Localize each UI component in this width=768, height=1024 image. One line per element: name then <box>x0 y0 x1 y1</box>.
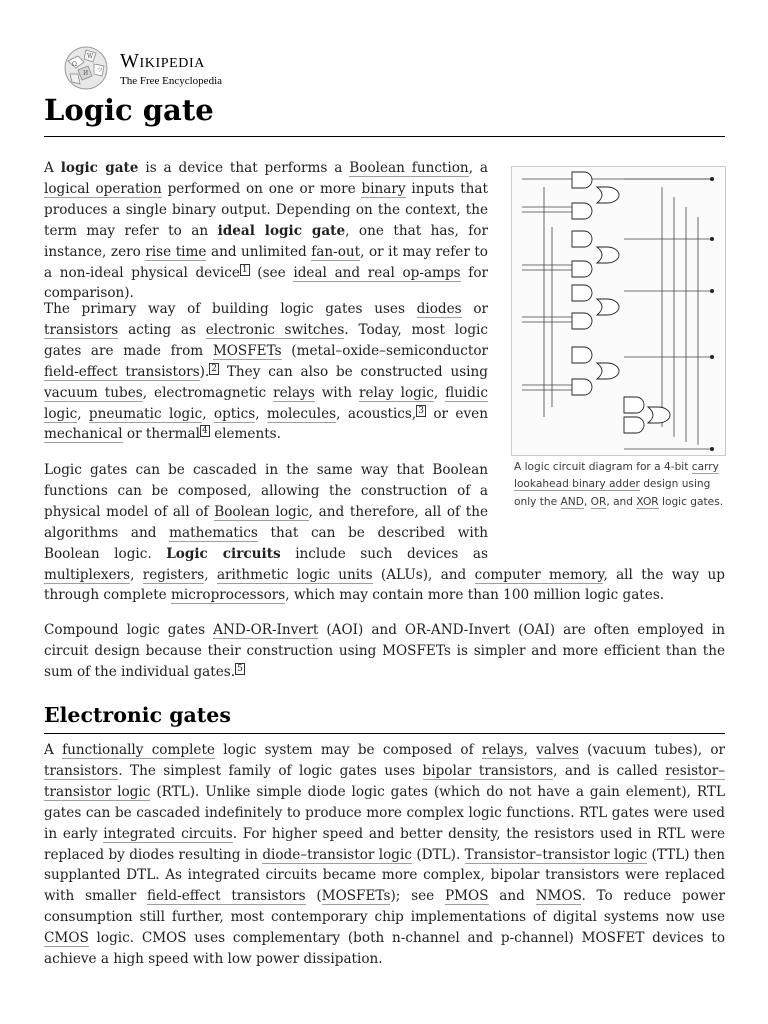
citation-ref[interactable]: 3 <box>418 405 424 416</box>
wiki-link[interactable]: functionally complete <box>62 742 215 758</box>
page-title: Logic gate <box>44 93 214 127</box>
wiki-link[interactable]: logical operation <box>44 180 162 197</box>
section-heading: Electronic gates <box>44 703 231 727</box>
wiki-link[interactable]: arithmetic logic units <box>216 566 373 583</box>
section-divider <box>44 733 725 734</box>
wiki-link[interactable]: relays <box>273 384 315 401</box>
paragraph-cascading <box>44 460 725 606</box>
caption-link-and[interactable]: AND <box>560 495 584 508</box>
wiki-link[interactable]: diode–transistor logic <box>262 846 412 863</box>
wiki-link[interactable]: multiplexers <box>44 566 131 583</box>
wiki-link[interactable]: mechanical <box>44 426 123 443</box>
paragraph-construction: The primary way of building logic gates uses diodes or transistors acting as electronic switches. Today, most logic gates are made from MOSFETs (metal–oxide–semiconductor field-effect transistors). $^2$ They can also be constructed using vacuum tubes, electromagnetic relays with relay logic, fluidic logic, pneumatic logic, optics, molecules, acoustics, $^3$ or even mechanical or thermal $^4$ elements. <box>44 301 488 443</box>
wiki-link[interactable]: transistors <box>44 762 119 779</box>
svg-text:И: И <box>83 70 89 77</box>
wiki-link[interactable]: relay logic <box>358 384 434 401</box>
wiki-link[interactable]: vacuum tubes <box>44 384 143 401</box>
citation-ref[interactable]: 4 <box>202 426 208 437</box>
bold-term: Logic circuits <box>166 545 281 562</box>
wiki-link[interactable]: CMOS <box>44 930 89 947</box>
wiki-link[interactable]: fluidic logic <box>44 384 488 422</box>
caption-link-or[interactable]: OR <box>590 495 607 508</box>
wiki-link[interactable]: valves <box>536 742 579 758</box>
wiki-link[interactable]: diodes <box>416 301 462 317</box>
wiki-link[interactable]: registers <box>142 566 205 583</box>
bold-term: ideal logic gate <box>217 222 346 239</box>
wiki-link[interactable]: integrated circuits <box>103 825 233 842</box>
tagline: The Free Encyclopedia <box>120 75 223 87</box>
wiki-link[interactable]: microprocessors <box>171 587 286 604</box>
paragraph-compound: Compound logic gates AND-OR-Invert (AOI) and OR-AND-Invert (OAI) are often employed in circuit design because their construction using MOSFETs is simpler and more efficient than the sum of the individual gates. $^5$ <box>44 622 725 680</box>
svg-text:Ω: Ω <box>72 61 77 68</box>
circuit-diagram-image[interactable] <box>511 166 726 456</box>
wiki-link[interactable]: PMOS <box>444 888 489 905</box>
wiki-link[interactable]: field-effect transistors <box>146 888 306 905</box>
caption-link-adder[interactable]: carry lookahead binary adder <box>514 461 719 491</box>
wiki-link[interactable]: electronic switches <box>205 321 345 338</box>
wikipedia-globe-icon <box>60 44 112 92</box>
wiki-link[interactable]: optics <box>213 405 256 422</box>
figure-caption: A logic circuit diagram for a 4-bit carry lookahead binary adder design using only the AND, OR, and XOR logic gates. <box>514 461 724 508</box>
wiki-link[interactable]: molecules <box>266 405 337 422</box>
wiki-link[interactable]: field-effect transistors <box>44 363 200 380</box>
wiki-link[interactable]: bipolar transistors <box>422 762 554 779</box>
paragraph-electronic-gates: A functionally complete logic system may be composed of relays, valves (vacuum tubes), or transistors. The simplest family of logic gates uses bipolar transistors, and is called resistor–transistor logic (RTL). Unlike simple diode logic gates (which do not have a gain element), RTL gates can be cascaded indefinitely to produce more complex logic functions. RTL gates were used in early integrated circuits. For higher speed and better density, the resistors used in RTL were replaced by diodes resulting in diode–transistor logic (DTL). Transistor–transistor logic (TTL) then supplanted DTL. As integrated circuits became more complex, bipolar transistors were replaced with smaller field-effect transistors (MOSFETs); see PMOS and NMOS. To reduce power consumption still further, most contemporary chip implementations of digital systems now use CMOS logic. CMOS uses complementary (both n-channel and p-channel) MOSFET devices to achieve a high speed with low power dissipation. <box>44 742 726 968</box>
figure-wrap-spacer <box>488 460 725 564</box>
citation-ref[interactable]: 2 <box>211 363 218 374</box>
citation-ref[interactable]: 1 <box>241 264 248 275</box>
wiki-link[interactable]: rise time <box>145 243 207 260</box>
wiki-link[interactable]: MOSFETs <box>321 888 391 905</box>
wiki-link[interactable]: transistors <box>44 321 119 338</box>
svg-text:ツ: ツ <box>97 67 104 74</box>
circuit-diagram-illustration <box>512 167 725 455</box>
wiki-link[interactable]: mathematics <box>169 524 258 541</box>
wiki-link[interactable]: relays <box>481 742 524 758</box>
wiki-link[interactable]: computer memory <box>474 566 604 583</box>
wiki-link[interactable]: binary <box>361 180 406 197</box>
wordmark: Wikipedia <box>120 50 205 72</box>
wiki-link[interactable]: NMOS <box>535 888 582 905</box>
caption-link-xor[interactable]: XOR <box>636 495 659 508</box>
wiki-link[interactable]: fan-out <box>311 243 361 260</box>
paragraph-cascading-text: Logic gates can be cascaded in the same way that Boolean functions can be composed, allowing the construction of a physical model of all of Boolean logic, and therefore, all of the algorithms and mathematics that can be described with Boolean logic. Logic circuits include such devices as multiplexers, registers, arithmetic logic units (ALUs), and computer memory, all the way up through complete microprocessors, which may contain more than 100 million logic gates. <box>44 462 725 604</box>
svg-text:W: W <box>87 53 94 60</box>
paragraph-intro: A logic gate is a device that performs a Boolean function, a logical operation performed on one or more binary inputs that produces a single binary output. Depending on the context, the term may refer to an ideal logic gate, one that has, for instance, zero rise time and unlimited fan-out, or it may refer to a non-ideal physical device $^1$ (see ideal and real op-amps for comparison). <box>44 160 489 302</box>
wiki-link[interactable]: resistor–transistor logic <box>44 762 725 800</box>
wiki-link[interactable]: ideal and real op-amps <box>293 264 461 281</box>
bold-term: logic gate <box>60 160 139 176</box>
wiki-link[interactable]: Boolean function <box>349 160 469 176</box>
wiki-link[interactable]: Transistor–transistor logic <box>464 846 648 863</box>
wiki-link[interactable]: MOSFETs <box>212 342 282 359</box>
wiki-link[interactable]: pneumatic logic <box>88 405 203 422</box>
wiki-link[interactable]: Boolean logic <box>214 503 309 520</box>
wiki-link[interactable]: AND-OR-Invert <box>213 622 319 638</box>
citation-ref[interactable]: 5 <box>237 663 243 674</box>
title-divider <box>44 136 725 137</box>
